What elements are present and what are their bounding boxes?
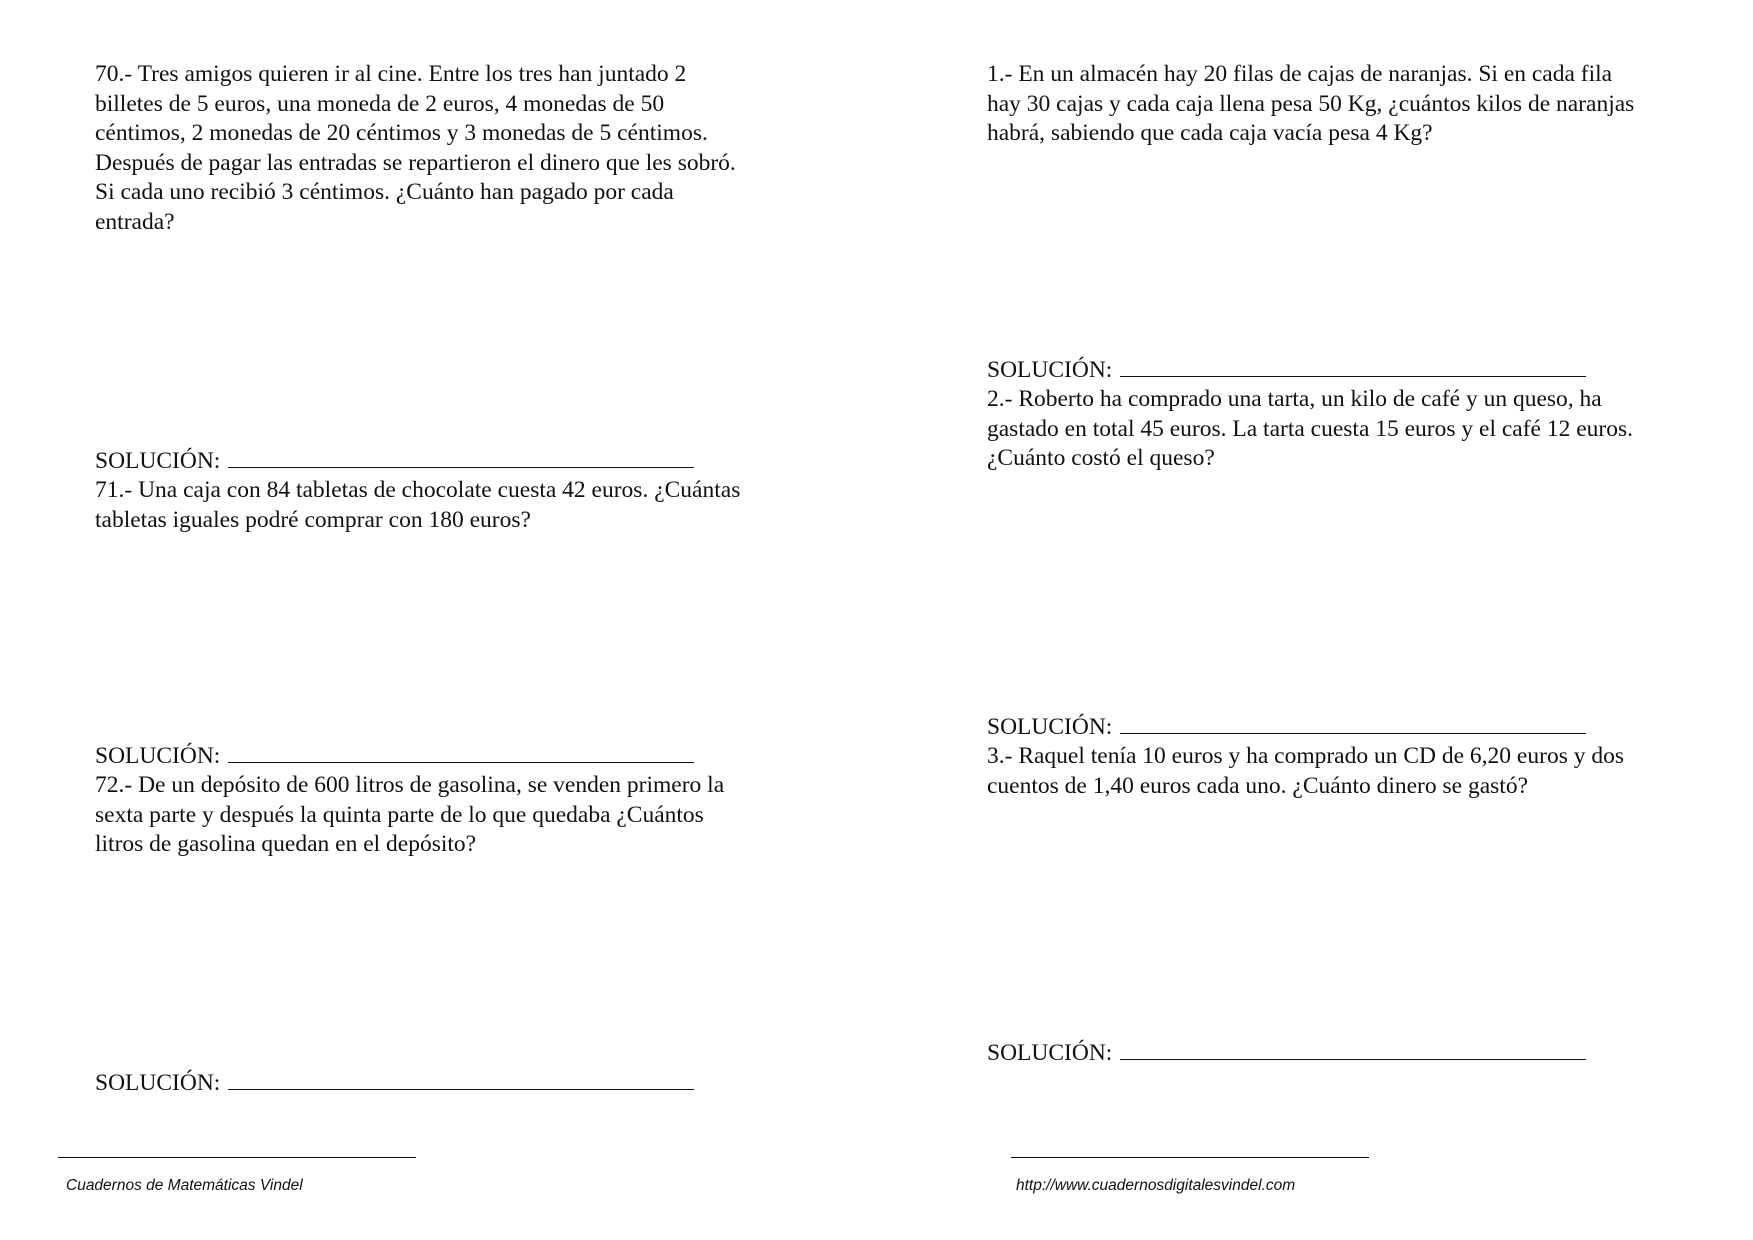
footer-rule-right xyxy=(1011,1157,1369,1158)
problem-2-text: 2.- Roberto ha comprado una tarta, un kilo de café y un queso, ha gastado en total 45 euros. La tarta cuesta 15 euros y el café 12 euros. ¿Cuánto costó el queso? xyxy=(987,386,1634,471)
solution-70-answer-line[interactable] xyxy=(228,466,694,468)
footer-publisher: Cuadernos de Matemáticas Vindel xyxy=(66,1177,303,1194)
footer-rule-left xyxy=(58,1157,416,1158)
solution-label: SOLUCIÓN: xyxy=(987,357,1113,383)
footer-url-link[interactable]: http://www.cuadernosdigitalesvindel.com xyxy=(1016,1177,1296,1194)
solution-72-answer-line[interactable] xyxy=(228,1088,694,1090)
solution-label: SOLUCIÓN: xyxy=(987,714,1113,740)
problem-3-text: 3.- Raquel tenía 10 euros y ha comprado un CD de 6,20 euros y dos cuentos de 1,40 euros cada uno. ¿Cuánto dinero se gastó? xyxy=(987,743,1624,799)
solution-1-answer-line[interactable] xyxy=(1120,375,1586,377)
problem-1-text: 1.- En un almacén hay 20 filas de cajas de naranjas. Si en cada fila hay 30 cajas y cada caja llena pesa 50 Kg, ¿cuántos kilos de naranjas habrá, sabiendo que cada caja vacía pesa 4 Kg? xyxy=(987,61,1635,146)
solution-2-answer-line[interactable] xyxy=(1120,732,1586,734)
solution-label: SOLUCIÓN: xyxy=(987,1040,1113,1066)
problem-71-text: 71.- Una caja con 84 tabletas de chocolate cuesta 42 euros. ¿Cuántas tabletas iguales podré comprar con 180 euros? xyxy=(95,477,741,533)
solution-label: SOLUCIÓN: xyxy=(95,743,221,769)
solution-label: SOLUCIÓN: xyxy=(95,1070,221,1096)
solution-label: SOLUCIÓN: xyxy=(95,448,221,474)
solution-3 xyxy=(987,1039,1586,1069)
solution-71 xyxy=(95,742,694,772)
solution-2 xyxy=(987,713,1586,743)
solution-1 xyxy=(987,356,1586,386)
problem-70-text: 70.- Tres amigos quieren ir al cine. Entre los tres han juntado 2 billetes de 5 euros, una moneda de 2 euros, 4 monedas de 50 céntimos, 2 monedas de 20 céntimos y 3 monedas de 5 céntimos. Después de pagar las entradas se repartieron el dinero que les sobró. Si cada uno recibió 3 céntimos. ¿Cuánto han pagado por cada entrada? xyxy=(95,61,736,235)
solution-71-answer-line[interactable] xyxy=(228,761,694,763)
solution-3-answer-line[interactable] xyxy=(1120,1058,1586,1060)
solution-70 xyxy=(95,447,694,477)
solution-72 xyxy=(95,1069,694,1099)
problem-72-text: 72.- De un depósito de 600 litros de gasolina, se venden primero la sexta parte y después la quinta parte de lo que quedaba ¿Cuántos litros de gasolina quedan en el depósito? xyxy=(95,772,725,857)
